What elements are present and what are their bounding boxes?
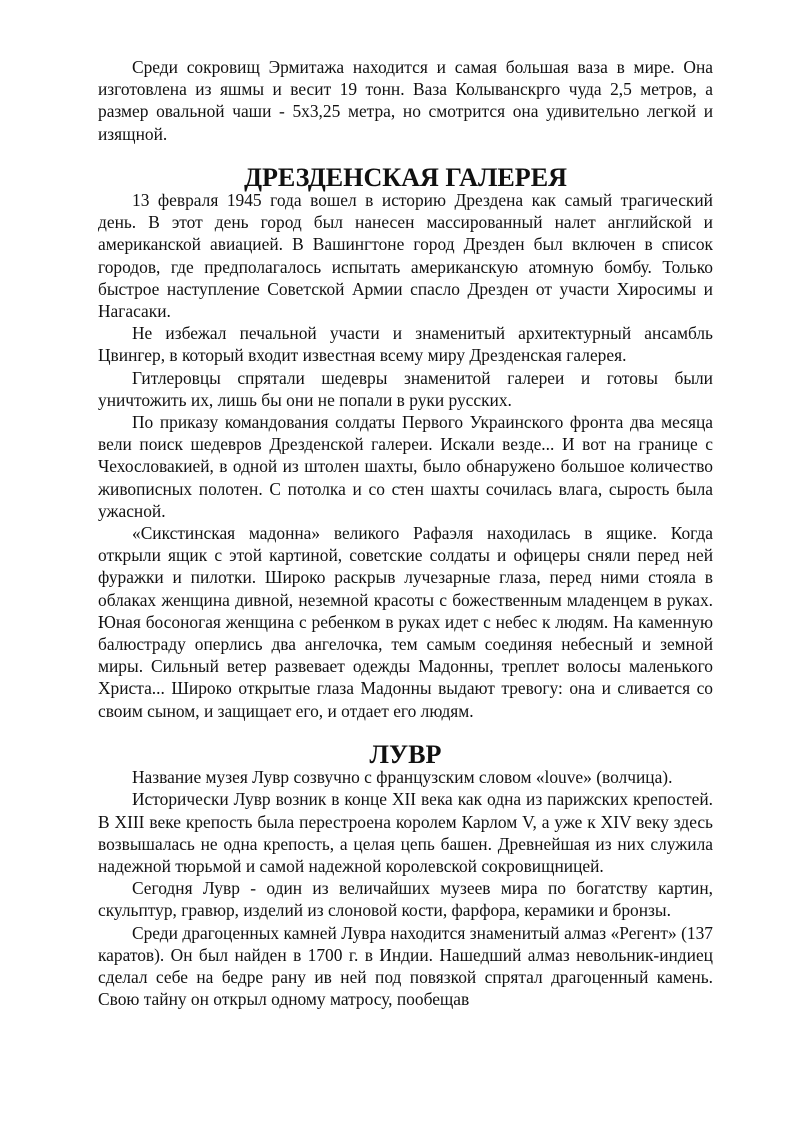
- paragraph: Гитлеровцы спрятали шедевры знаменитой галереи и готовы были уничтожить их, лишь бы они не попали в руки русских.: [98, 367, 713, 410]
- paragraph: Среди драгоценных камней Лувра находится знаменитый алмаз «Регент» (137 каратов). Он был найден в 1700 г. в Индии. Нашедший алмаз невольник-индиец сделал себе на бедре рану ив ней под повязкой спрятал драгоценный камень. Свою тайну он открыл одному матросу, пообещав: [98, 922, 713, 1010]
- paragraph: 13 февраля 1945 года вошел в историю Дрездена как самый трагический день. В этот день город был нанесен массированный налет английской и американской авиацией. В Вашингтоне город Дрезден был включен в список городов, где предполагалось испытать американскую атомную бомбу. Только быстрое наступление Советской Армии спасло Дрезден от участи Хиросимы и Нагасаки.: [98, 190, 713, 322]
- document-page: [98, 56, 713, 1010]
- paragraph: Сегодня Лувр - один из величайших музеев мира по богатству картин, скульптур, гравюр, изделий из слоновой кости, фарфора, керамики и бронзы.: [98, 878, 713, 921]
- section-heading-louvre: ЛУВР: [369, 739, 442, 769]
- paragraph: Среди сокровищ Эрмитажа находится и самая большая ваза в мире. Она изготовлена из яшмы и весит 19 тонн. Ваза Колыванскрго чуда 2,5 метров, а размер овальной чаши - 5х3,25 метра, но смотрится она удивительно легкой и изящной.: [98, 57, 713, 144]
- section-heading-dresden-gallery: ДРЕЗДЕНСКАЯ ГАЛЕРЕЯ: [244, 162, 567, 192]
- paragraph: Не избежал печальной участи и знаменитый архитектурный ансамбль Цвингер, в который входит известная всему миру Дрезденская галерея.: [98, 323, 713, 366]
- paragraph: Название музея Лувр созвучно с французским словом «louve» (волчица).: [132, 767, 673, 788]
- paragraph: По приказу командования солдаты Первого Украинского фронта два месяца вели поиск шедевров Дрезденской галереи. Искали везде... И вот на границе с Чехословакией, в одной из штолен шахты, было обнаружено большое количество живописных полотен. С потолка и со стен шахты сочилась влага, сырость была ужасной.: [98, 412, 713, 521]
- paragraph: Исторически Лувр возник в конце XII века как одна из парижских крепостей. В XIII веке крепость была перестроена королем Карлом V, а уже к XIV веку здесь возвышалась не одна крепость, а целая цепь башен. Древнейшая из них служила надежной тюрьмой и самой надежной королевской сокровищницей.: [98, 789, 713, 876]
- paragraph: «Сикстинская мадонна» великого Рафаэля находилась в ящике. Когда открыли ящик с этой картиной, советские солдаты и офицеры сняли перед ней фуражки и пилотки. Широко раскрыв лучезарные глаза, перед ними стояла в облаках женщина дивной, неземной красоты с божественным младенцем в руках. Юная босоногая женщина с ребенком в руках идет с небес к людям. На каменную балюстраду оперлись два ангелочка, тем самым соединяя небесный и земной миры. Сильный ветер развевает одежды Мадонны, треплет волосы маленького Христа... Широко открытые глаза Мадонны выдают тревогу: она и сливается со своим сыном, и защищает его, и отдает его людям.: [98, 523, 713, 721]
